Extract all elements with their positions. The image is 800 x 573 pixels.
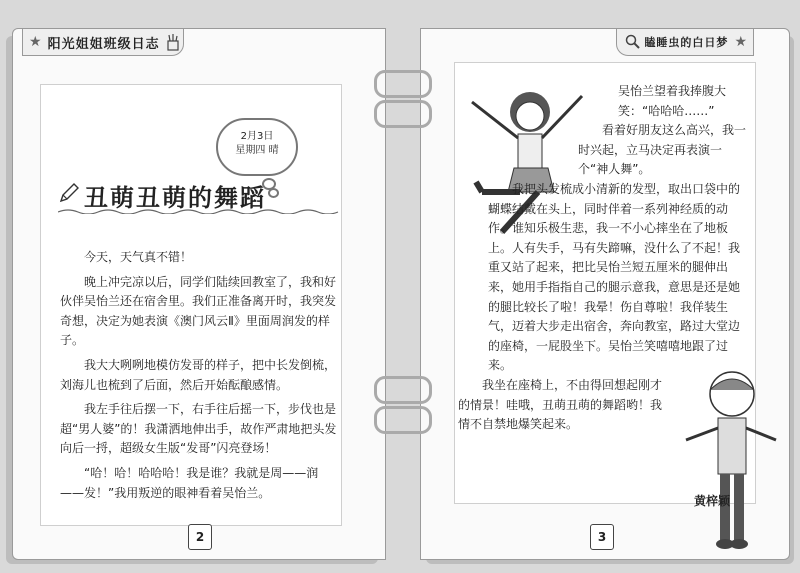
left-header-tab [22, 28, 184, 56]
left-header-label: 阳光姐姐班级日志 [47, 36, 160, 52]
date-cloud [216, 118, 298, 176]
paragraph: 看着好朋友这么高兴，我一时兴起，立马决定再表演一个“神人舞”。 [578, 123, 747, 177]
paragraph: 我大大咧咧地模仿发哥的样子，把中长发倒梳，刘海儿也梳到了后面，然后开始酝酿感情。 [60, 357, 337, 392]
magnifier-icon [625, 34, 641, 50]
binder-ring [374, 100, 432, 128]
title-underline [58, 208, 348, 214]
article-title: 丑萌丑萌的舞蹈 [84, 184, 266, 212]
date-line-1: 2月3日 [240, 131, 274, 142]
paragraph: 吴怡兰望着我捧腹大笑：“哈哈哈……” [618, 84, 727, 118]
author-name: 黄梓颖 [693, 494, 730, 508]
paragraph: “哈！哈！哈哈哈！我是谁？我就是周——润——发！”我用叛逆的眼神看着吴怡兰。 [60, 465, 319, 500]
page-number-left: 2 [188, 524, 212, 550]
paragraph: 我坐在座椅上，不由得回想起刚才的情景！哇哦，丑萌丑萌的舞蹈哟！我情不自禁地爆笑起来。 [458, 377, 663, 432]
right-header-tab [616, 28, 754, 56]
star-icon: ★ [734, 34, 747, 50]
binder-ring [374, 376, 432, 404]
paragraph: 我把头发梳成小清新的发型，取出口袋中的蝴蝶结戴在头上，同时伴着一系列神经质的动作。谁知乐极生悲，我一不小心摔坐在了地板上。人有失手，马有失蹄嘛，没什么了不起！我重又站了起来，把比吴怡兰短五厘米的腿伸出来，她用手指指自己的腿示意我，意思是还是她的腿比较长了啦！我晕！伤自尊啦！我佯装生气，迈着大步走出宿舍，奔向教室，路过大堂边的座椅，一屁股坐下。吴怡兰笑嘻嘻地跟了过来。 [488, 181, 741, 373]
page-number-right: 3 [590, 524, 614, 550]
binder-ring [374, 406, 432, 434]
paragraph: 我左手往后摆一下，右手往后摇一下，步伐也是超“男人婆”的！我潇洒地伸出手，故作严肃地把头发向后一捋，超级女生版“发哥”闪亮登场！ [60, 402, 337, 456]
left-article-body [60, 248, 342, 508]
pencil-cup-icon [164, 33, 182, 51]
star-icon: ★ [29, 34, 42, 50]
pencil-icon [58, 182, 80, 204]
paragraph: 今天，天气真不错！ [84, 250, 193, 264]
right-header-label: 瞌睡虫的白日梦 [644, 36, 729, 49]
date-line-2: 星期四 晴 [235, 145, 279, 156]
paragraph: 晚上冲完凉以后，同学们陆续回教室了，我和好伙伴吴怡兰还在宿舍里。我们正准备离开时，我突发奇想，决定为她表演《澳门风云Ⅱ》里面周润发的样子。 [60, 274, 337, 348]
right-article-body [458, 82, 748, 435]
binder-ring [374, 70, 432, 98]
